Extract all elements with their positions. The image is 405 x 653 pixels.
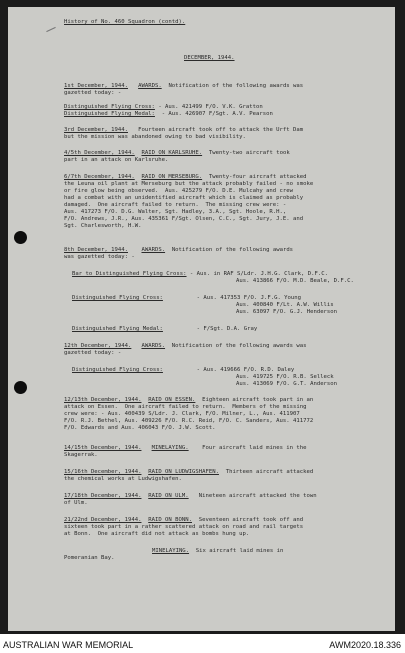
entry-line: was gazetted today: -: [64, 254, 135, 260]
punch-hole-top: [14, 231, 27, 244]
source-credit: AUSTRALIAN WAR MEMORIAL: [3, 640, 134, 650]
entry-line: 14/15th December, 1944. MINELAYING. Four aircraft laid mines in the: [64, 445, 307, 451]
entry-line: at Bonn. One aircraft did not attack as bombs hung up.: [64, 531, 250, 537]
entry-line: attack on Essen. One aircraft failed to return. Members of the missing: [64, 404, 307, 410]
punch-hole-bottom: [14, 381, 27, 394]
entry-line: sixteen took part in a rather scattered attack on road and rail targets: [64, 524, 304, 530]
entry-line: 12/13th December, 1944. RAID ON ESSEN. Eighteen aircraft took part in an: [64, 397, 314, 403]
award-line: Aus. 400840 F/Lt. A.W. Willis: [236, 302, 334, 308]
entry-line: 1st December, 1944. AWARDS. Notification of the following awards was: [64, 83, 304, 89]
entry-line: the Leuna oil plant at Merseburg but the attack probably failed - no smoke: [64, 181, 314, 187]
award-line: Distinguished Flying Medal: - Aus. 426907 F/Sgt. A.V. Pearson: [64, 111, 273, 117]
entry-line: had a combat with an unidentified aircraft which is claimed as probably: [64, 195, 304, 201]
entry-line: but the mission was abandoned owing to bad visibility.: [64, 134, 246, 140]
entry-line: or fire glow being observed. Aus. 425279 F/O. D.E. Mulcahy and crew: [64, 188, 294, 194]
entry-line: F/O. R.J. Bethel, Aus. 409226 F/O. R.C. Reid, F/O. C. Sanders, Aus. 411772: [64, 418, 314, 424]
award-line: Distinguished Flying Cross: - Aus. 419666 F/O. R.D. Daley: [72, 367, 295, 373]
entry-line: F/O. Andrews, J.R., Aus. 435361 F/Sgt. Olsen, C.C., Sgt. Jury, J.E. and: [64, 216, 304, 222]
entry-line: 3rd December, 1944. Fourteen aircraft took off to attack the Urft Dam: [64, 127, 304, 133]
pencil-mark: [46, 27, 55, 32]
entry-line: Skagerrak.: [64, 452, 98, 458]
entry-line: damaged. One aircraft failed to return. The missing crew were: -: [64, 202, 287, 208]
entry-line: 12th December, 1944. AWARDS. Notification of the following awards was: [64, 343, 307, 349]
entry-line: Aus. 417273 F/O. D.G. Walter, Sgt. Hadley, 3.A., Sgt. Hoole, R.H.,: [64, 209, 287, 215]
reference-number: AWM2020.18.336: [329, 640, 401, 650]
caption-bar: [0, 636, 405, 653]
award-line: Aus. 63097 F/O. G.J. Henderson: [236, 309, 338, 315]
entry-line: 8th December, 1944. AWARDS. Notification of the following awards: [64, 247, 294, 253]
month-title: DECEMBER, 1944.: [184, 55, 235, 61]
entry-line: the chemical works at Ludwigshafen.: [64, 476, 182, 482]
award-line: Distinguished Flying Medal: - F/Sgt. D.A. Gray: [72, 326, 258, 332]
award-line: Bar to Distinguished Flying Cross: - Aus. in RAF S/Ldr. J.H.G. Clark, D.F.C.: [72, 271, 328, 277]
entry-line: gazetted today: -: [64, 350, 122, 356]
entry-line: F/O. Edwards and Aus. 406043 F/O. J.W. Scott.: [64, 425, 216, 431]
award-line: Distinguished Flying Cross: - Aus. 421499 F/O. V.K. Gratton: [64, 104, 263, 110]
entry-line: crew were: - Aus. 400439 S/Ldr. J. Clark, F/O. Milner, L., Aus. 411907: [64, 411, 300, 417]
award-line: Aus. 419725 F/O. R.B. Selleck: [236, 374, 334, 380]
entry-line: gazetted today: -: [64, 90, 122, 96]
entry-line: of Ulm.: [64, 500, 88, 506]
entry-line: 17/18th December, 1944. RAID ON ULM. Nineteen aircraft attacked the town: [64, 493, 317, 499]
entry-line: 15/16th December, 1944. RAID ON LUDWIGSHAFEN. Thirteen aircraft attacked: [64, 469, 314, 475]
award-line: Aus. 413866 F/O. M.D. Beale, D.F.C.: [236, 278, 354, 284]
award-line: Distinguished Flying Cross: - Aus. 417353 F/O. J.F.G. Young: [72, 295, 302, 301]
entry-line: 4/5th December, 1944. RAID ON KARLSRUHE. Twenty-two aircraft took: [64, 150, 290, 156]
document-header: History of No. 460 Squadron (contd).: [64, 19, 186, 25]
entry-line: Pomeranian Bay.: [64, 555, 115, 561]
entry-line: 6/7th December, 1944. RAID ON MERSEBURG. Twenty-four aircraft attacked: [64, 174, 307, 180]
entry-line: 21/22nd December, 1944. RAID ON BONN. Seventeen aircraft took off and: [64, 517, 304, 523]
document-page: [8, 7, 395, 631]
entry-line: MINELAYING. Six aircraft laid mines in: [152, 548, 284, 554]
award-line: Aus. 413069 F/O. G.T. Anderson: [236, 381, 338, 387]
entry-line: part in an attack on Karlsruhe.: [64, 157, 169, 163]
entry-line: Sgt. Charlesworth, H.W.: [64, 223, 142, 229]
